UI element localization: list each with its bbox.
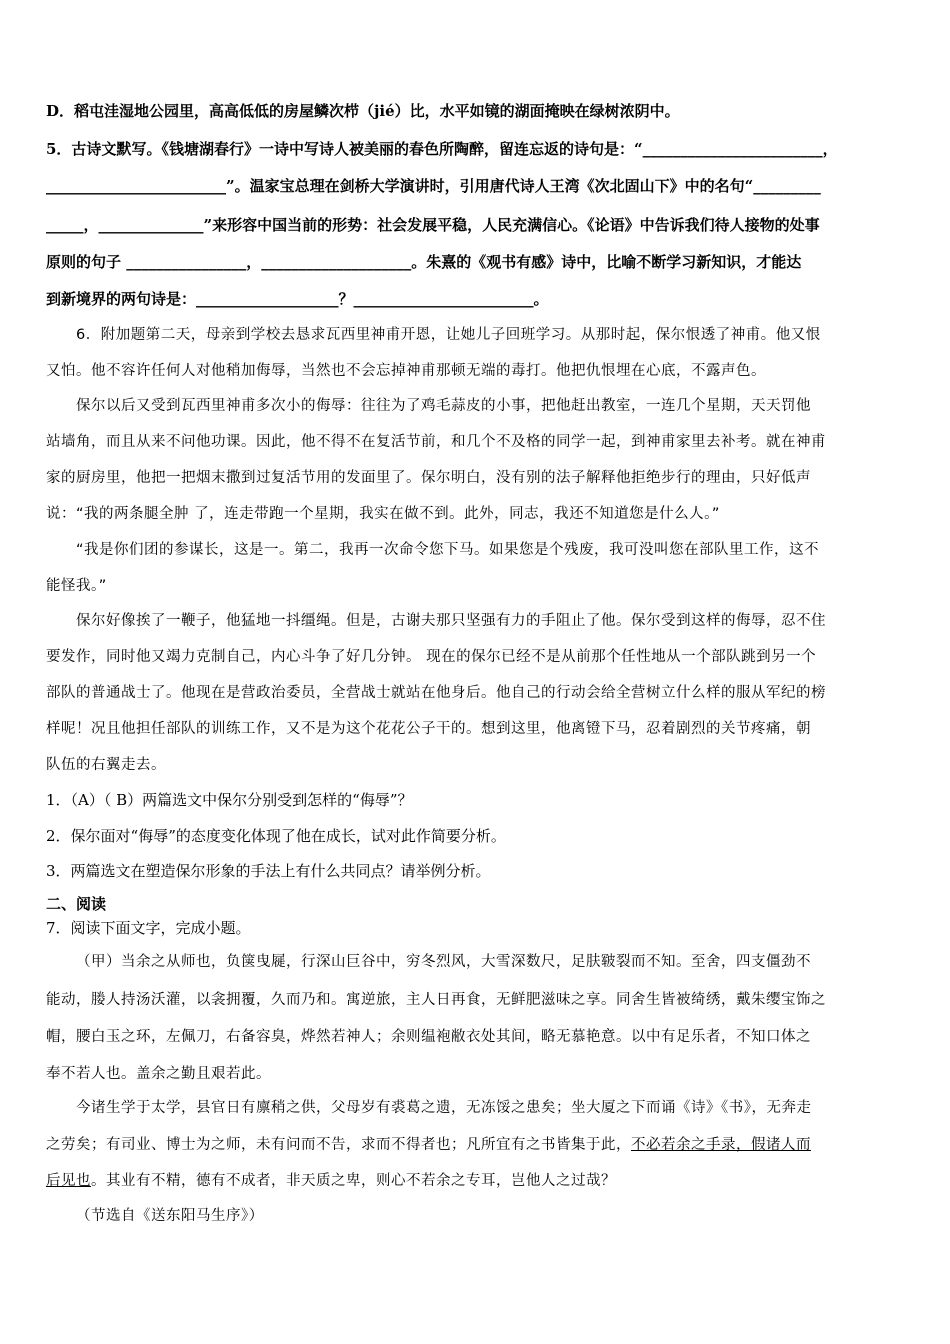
q6-para-2-line-3: 家的厨房里，他把一把烟末撒到过复活节用的发面里了。保尔明白，没有别的法子解释他拒绝步行的理由，只好低声 bbox=[46, 470, 811, 486]
option-d-line: D．稻屯洼湿地公园里，高高低低的房屋鳞次栉（jié）比，水平如镜的湖面掩映在绿树浓阴中。 bbox=[46, 102, 680, 120]
q6-para-2-line-2: 站墙角，而且从来不问他功课。因此，他不得不在复活节前，和几个不及格的同学一起，到神甫家里去补考。就在神甫 bbox=[46, 434, 826, 450]
q6-para-3-line-1: “我是你们团的参谋长，这是一。第二，我再一次命令您下马。如果您是个残废，我可没叫您在部队里工作，这不 bbox=[76, 542, 820, 558]
q6-sub-2: 2．保尔面对“侮辱”的态度变化体现了他在成长，试对此作简要分析。 bbox=[46, 827, 506, 845]
jia-text: 。其业有不精，德有不成者，非天质之卑，则心不若余之专耳，岂他人之过哉？ bbox=[91, 1173, 616, 1189]
q6-sub-1: 1．（A）（ B）两篇选文中保尔分别受到怎样的“侮辱”？ bbox=[46, 791, 413, 809]
jia-para-1-line-3: 帽，腰白玉之环，左佩刀，右备容臭，烨然若神人；余则缊袍敝衣处其间，略无慕艳意。以中有足乐者，不知口体之 bbox=[46, 1029, 811, 1045]
q6-para-2-line-4: 说：“我的两条腿全肿 了，连走带跑一个星期，我实在做不到。此外，同志，我还不知道您是什么人。” bbox=[46, 506, 720, 522]
q6-para-3-line-2: 能怪我。” bbox=[46, 578, 107, 594]
jia-para-2-line-2 bbox=[46, 1135, 811, 1155]
q6-sub-3: 3．两篇选文在塑造保尔形象的手法上有什么共同点？请举例分析。 bbox=[46, 862, 491, 880]
jia-para-2-line-1: 今诸生学于太学，县官日有廪稍之供，父母岁有裘葛之遗，无冻馁之患矣；坐大厦之下而诵《诗》《书》，无奔走 bbox=[76, 1100, 812, 1116]
q5-line-2: ________________________”。温家宝总理在剑桥大学演讲时，引用唐代诗人王湾《次北固山下》中的名句“_________ bbox=[46, 177, 821, 195]
jia-para-2-line-3 bbox=[46, 1171, 616, 1191]
q6-para-1-line-2: 又怕。他不容许任何人对他稍加侮辱，当然也不会忘掉神甫那顿无端的毒打。他把仇恨埋在心底，不露声色。 bbox=[46, 363, 766, 379]
q5-line-4: 原则的句子 ________________，____________________。朱熹的《观书有感》诗中，比喻不断学习新知识，才能达 bbox=[46, 253, 802, 271]
section-heading-reading: 二、阅读 bbox=[46, 895, 107, 913]
underlined-sentence-part-1: 不必若余之手录，假诸人而 bbox=[631, 1137, 811, 1153]
q7-prompt: 7．阅读下面文字，完成小题。 bbox=[46, 919, 251, 937]
jia-text: 之劳矣；有司业、博士为之师，未有问而不告，求而不得者也；凡所宜有之书皆集于此， bbox=[46, 1137, 631, 1153]
q6-para-4-line-3: 部队的普通战士了。他现在是营政治委员，全营战士就站在他身后。他自己的行动会给全营树立什么样的服从军纪的榜 bbox=[46, 685, 826, 701]
q6-para-4-line-1: 保尔好像挨了一鞭子，他猛地一抖缰绳。但是，古谢夫那只坚强有力的手阻止了他。保尔受到这样的侮辱，忍不住 bbox=[76, 613, 826, 629]
source-note: （节选自《送东阳马生序》） bbox=[76, 1208, 264, 1224]
jia-para-1-line-4: 奉不若人也。盖余之勤且艰若此。 bbox=[46, 1066, 271, 1082]
q6-para-4-line-4: 样呢！况且他担任部队的训练工作，又不是为这个花花公子干的。想到这里，他离镫下马，忍着剧烈的关节疼痛，朝 bbox=[46, 721, 811, 737]
q6-para-4-line-5: 队伍的右翼走去。 bbox=[46, 757, 166, 773]
q6-para-4-line-2: 要发作，同时他又竭力克制自己，内心斗争了好几分钟。 现在的保尔已经不是从前那个任性地从一个部队跳到另一个 bbox=[46, 649, 817, 665]
q5-line-1: 5．古诗文默写。《钱塘湖春行》一诗中写诗人被美丽的春色所陶醉，留连忘返的诗句是：“________________________， bbox=[46, 140, 838, 158]
jia-para-1-line-2: 能动，媵人持汤沃灌，以衾拥覆，久而乃和。寓逆旅，主人日再食，无鲜肥滋味之享。同舍生皆被绮绣，戴朱缨宝饰之 bbox=[46, 992, 826, 1008]
q5-line-5: 到新境界的两句诗是：___________________？________________________。 bbox=[46, 290, 549, 308]
q6-para-1-line-1: 6．附加题第二天，母亲到学校去恳求瓦西里神甫开恩，让她儿子回班学习。从那时起，保尔恨透了神甫。他又恨 bbox=[76, 327, 821, 343]
q5-line-3: _____，______________”来形容中国当前的形势：社会发展平稳，人民充满信心。《论语》中告诉我们待人接物的处事 bbox=[46, 216, 820, 234]
jia-para-1-line-1: （甲）当余之从师也，负箧曳屣，行深山巨谷中，穷冬烈风，大雪深数尺，足肤皲裂而不知。至舍，四支僵劲不 bbox=[76, 954, 811, 970]
q6-para-2-line-1: 保尔以后又受到瓦西里神甫多次小的侮辱：往往为了鸡毛蒜皮的小事，把他赶出教室，一连几个星期，天天罚他 bbox=[76, 398, 811, 414]
underlined-sentence-part-2: 后见也 bbox=[46, 1173, 91, 1189]
